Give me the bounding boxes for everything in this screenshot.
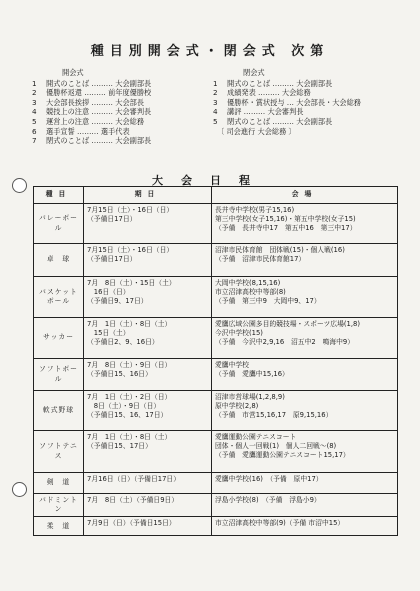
dates-cell (84, 517, 212, 536)
venue-line: 沼津市民体育館 団体戦(15)・個人戦(16) (215, 246, 345, 254)
date-line: 7月 8日（土）（予備日9日） (87, 496, 179, 504)
date-line: 7月16日（日）（予備日17日） (87, 475, 180, 483)
opening-item (32, 117, 217, 127)
dates-cell (84, 473, 212, 494)
venue-line: （予備 沼津市民体育館17） (215, 255, 306, 264)
date-line: 15日（土） (87, 329, 130, 338)
opening-item (32, 127, 217, 137)
item-number: 1 (32, 78, 37, 88)
item-number: 7 (32, 136, 37, 146)
venue-line: 市立沼津高校中等部(9)（予備 市沼中15） (215, 519, 345, 528)
venue-cell (212, 204, 398, 244)
item-number: 1 (213, 78, 218, 88)
date-line: 7月 8日（土）・15日（土） (87, 279, 176, 287)
venue-line: （予備 第三中9 大岡中9、17） (215, 297, 321, 306)
dates-cell (84, 244, 212, 277)
opening-item (32, 88, 217, 98)
dates-cell (84, 391, 212, 431)
opening-item (32, 98, 217, 108)
date-line: （予備日15、17日） (87, 442, 152, 451)
date-line: （予備日17日） (87, 215, 137, 224)
sport-cell: 剣 道 (34, 473, 84, 494)
page-title: 種目別開会式・閉会式 次第 (90, 44, 330, 59)
header-sport: 種目 (34, 187, 84, 204)
opening-heading: 開会式 (62, 68, 84, 77)
venue-line: 長井寺中学校(男子15,16) (215, 206, 295, 214)
venue-line: （予備 愛鷹中15,16） (215, 370, 289, 379)
date-line: 8日（土）・9日（日） (87, 402, 161, 411)
item-number: 4 (213, 107, 218, 117)
dates-cell (84, 431, 212, 473)
date-line: （予備日17日） (87, 255, 137, 264)
venue-line: 浮島小学校(8) （予備 浮島小9） (215, 496, 321, 504)
schedule-row (34, 517, 398, 536)
punch-hole-bottom (12, 482, 27, 497)
item-text: 閉式のことば ……… 大会副部長 (46, 136, 152, 146)
venue-cell (212, 318, 398, 359)
date-line: 7月 1日（土）・8日（土） (87, 433, 172, 441)
schedule-row (34, 204, 398, 244)
sport-cell: バスケットボール (34, 277, 84, 318)
closing-ceremony-list (213, 68, 398, 136)
moderator-note: 〔 司会進行 大会総務 〕 (217, 126, 296, 136)
venue-line: 沼津市営球場(1,2,8,9) (215, 393, 285, 401)
dates-cell (84, 318, 212, 359)
closing-item (213, 88, 398, 98)
venue-cell (212, 494, 398, 517)
date-line: 7月 8日（土）・9日（日） (87, 361, 172, 369)
header-venue: 会場 (212, 187, 398, 204)
item-number: 4 (32, 107, 37, 117)
closing-item (213, 79, 398, 89)
closing-item (213, 117, 398, 127)
item-text: 閉式のことば ……… 大会副部長 (227, 116, 333, 126)
schedule-row (34, 494, 398, 517)
closing-item (213, 107, 398, 117)
opening-item (32, 107, 217, 117)
schedule-row (34, 318, 398, 359)
venue-line: 第三中学校(女子15,16)・第五中学校(女子15) (215, 215, 356, 224)
venue-line: 団体・個人一回戦(1) 個人二回戦～(8) (215, 442, 337, 451)
venue-line: （予備 愛鷹運動公園テニスコート15,17） (215, 451, 350, 460)
sport-cell: サッカー (34, 318, 84, 359)
venue-cell (212, 431, 398, 473)
sport-cell: 軟式野球 (34, 391, 84, 431)
item-text: 選手宣誓 ……… 選手代表 (46, 126, 130, 136)
venue-line: 愛鷹広域公園多目的競技場・スポーツ広場(1,8) (215, 320, 360, 328)
venue-cell (212, 244, 398, 277)
date-line: （予備日15、16日） (87, 370, 152, 379)
date-line: 7月 1日（土）・2日（日） (87, 393, 172, 401)
dates-cell (84, 277, 212, 318)
closing-heading: 閉会式 (243, 68, 265, 77)
item-number: 2 (213, 88, 218, 98)
venue-line: 大岡中学校(8,15,16) (215, 279, 281, 287)
item-number: 3 (32, 97, 37, 107)
item-number: 5 (213, 116, 218, 126)
dates-cell (84, 359, 212, 391)
opening-ceremony-list (32, 68, 217, 146)
dates-cell (84, 494, 212, 517)
venue-line: 愛鷹中学校(16) （予備 原中17） (215, 475, 323, 483)
schedule-title: 大会日程 (152, 174, 268, 187)
schedule-row (34, 473, 398, 494)
date-line: 7月15日（土）・16日（日） (87, 206, 174, 214)
venue-cell (212, 473, 398, 494)
item-number: 6 (32, 126, 37, 136)
item-number: 5 (32, 116, 37, 126)
schedule-row (34, 359, 398, 391)
item-number: 2 (32, 88, 37, 98)
schedule-row (34, 391, 398, 431)
dates-cell (84, 204, 212, 244)
venue-line: （予備 長井寺中17 第五中16 第三中17） (215, 224, 357, 233)
item-text: 優勝杯返還 ……… 前年度優勝校 (46, 88, 152, 98)
venue-cell (212, 517, 398, 536)
schedule-table (33, 186, 398, 536)
venue-line: （予備 今沢中2,9,16 沼五中2 鳴海中9） (215, 338, 355, 347)
venue-line: 愛鷹中学校 (215, 361, 249, 369)
item-text: 講評 ……… 大会審判長 (227, 107, 304, 117)
venue-line: （予備 市営15,16,17 原9,15,16） (215, 411, 333, 420)
sport-cell: バドミントン (34, 494, 84, 517)
venue-line: 市立沼津高校中等部(8) (215, 288, 286, 297)
sport-cell: 柔 道 (34, 517, 84, 536)
item-text: 運営上の注意 ……… 大会総務 (46, 116, 145, 126)
sport-cell: ソフトテニス (34, 431, 84, 473)
venue-line: 原中学校(2,8) (215, 402, 259, 411)
date-line: （予備日2、9、16日） (87, 338, 159, 347)
sport-cell: ソフトボール (34, 359, 84, 391)
item-text: 開式のことば ……… 大会副部長 (227, 78, 333, 88)
opening-item (32, 136, 217, 146)
item-text: 優勝杯・賞状授与 … 大会部長・大会総務 (227, 97, 361, 107)
sport-cell: 卓 球 (34, 244, 84, 277)
closing-item (213, 98, 398, 108)
item-text: 開式のことば ……… 大会副部長 (46, 78, 152, 88)
item-number: 3 (213, 97, 218, 107)
date-line: 7月 1日（土）・8日（土） (87, 320, 172, 328)
venue-line: 愛鷹運動公園テニスコート (215, 433, 297, 441)
venue-cell (212, 277, 398, 318)
date-line: 7月15日（土）・16日（日） (87, 246, 174, 254)
item-text: 大会部長挨拶 ……… 大会部長 (46, 97, 145, 107)
header-dates: 期日 (84, 187, 212, 204)
opening-item (32, 79, 217, 89)
schedule-header-row (34, 187, 398, 204)
venue-line: 今沢中学校(15) (215, 329, 263, 338)
venue-cell (212, 391, 398, 431)
sport-cell: バレーボール (34, 204, 84, 244)
item-text: 競技上の注意 ……… 大会審判長 (46, 107, 152, 117)
item-text: 成績発表 ……… 大会総務 (227, 88, 311, 98)
schedule-row (34, 431, 398, 473)
date-line: （予備日9、17日） (87, 297, 148, 306)
schedule-row (34, 244, 398, 277)
date-line: 7月9日（日）（予備日15日） (87, 519, 176, 528)
date-line: （予備日15、16、17日） (87, 411, 168, 420)
schedule-row (34, 277, 398, 318)
date-line: 16日（日） (87, 288, 130, 297)
venue-cell (212, 359, 398, 391)
